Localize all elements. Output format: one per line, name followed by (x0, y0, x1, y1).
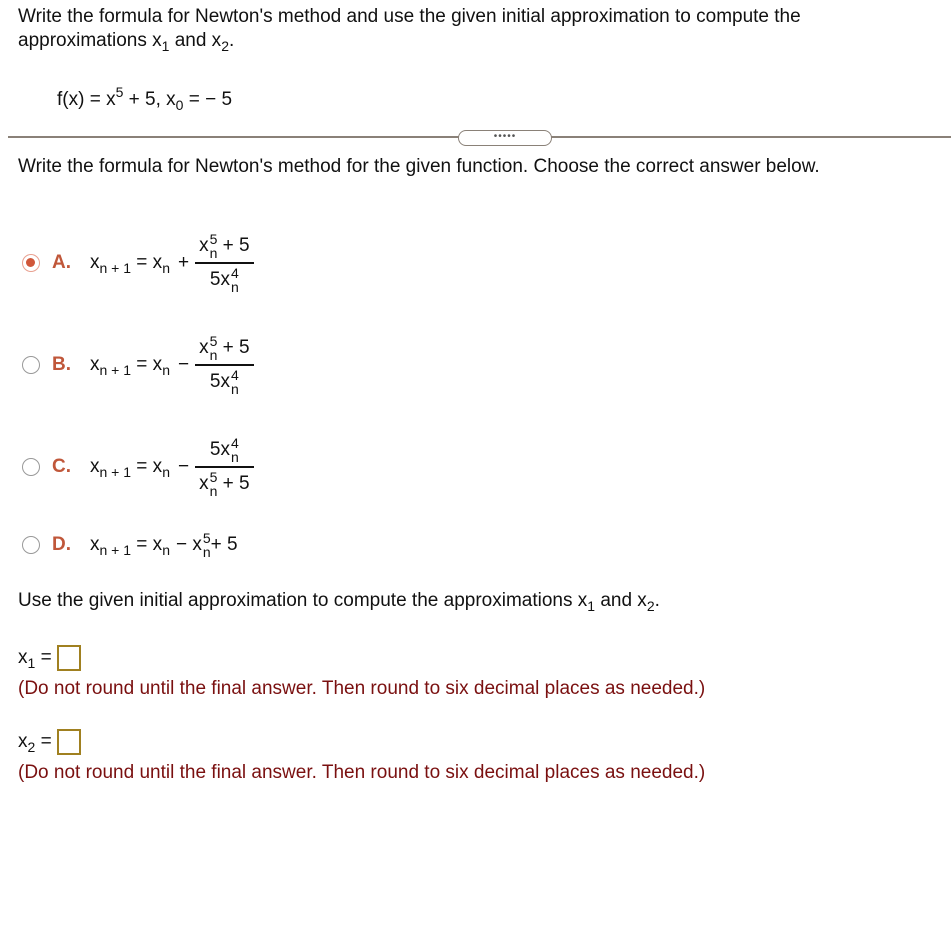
fraction: x 5 n + 5 5x 4 n (195, 230, 254, 296)
x2-row: $x_2$ = (18, 729, 81, 755)
radio-option-b[interactable] (22, 356, 40, 374)
x1-row: $x_1$ = (18, 645, 81, 671)
fraction: 5x 4 n x 5 n + 5 (195, 434, 254, 500)
option-label: C. (52, 456, 71, 477)
option-a[interactable] (22, 213, 254, 313)
x2-answer-input[interactable] (57, 729, 81, 755)
function-definition: $f(x) = x^5 + 5$, $x_0$ = − 5 (57, 84, 233, 113)
operator: + (177, 252, 190, 273)
operator: − x (175, 534, 202, 555)
rounding-note: (Do not round until the final answer. Then round to six decimal places as needed.) (18, 762, 706, 783)
question-text-line1: Write the formula for Newton's method and use the given initial approximation to compute the (18, 6, 801, 27)
part2-prompt: Use the given initial approximation to compute the approximations $x_1$ and $x_2$. (18, 590, 660, 614)
more-button[interactable]: ••••• (458, 130, 552, 146)
formula-tail: + 5 (210, 534, 238, 555)
operator: − (177, 456, 190, 477)
formula-lhs: $x_{n + 1} = x_n$ (90, 252, 170, 276)
formula-lhs: $x_{n + 1} = x_n$ (90, 354, 170, 378)
option-b[interactable] (22, 315, 254, 415)
radio-option-a[interactable] (22, 254, 40, 272)
option-label: B. (52, 354, 71, 375)
formula-lhs: $x_{n + 1} = x_n$ (90, 456, 170, 480)
part1-prompt: Write the formula for Newton's method for the given function. Choose the correct answer below. (18, 156, 820, 177)
radio-option-c[interactable] (22, 458, 40, 476)
formula-lhs: $x_{n + 1} = x_n$ (90, 534, 170, 558)
operator: − (177, 354, 190, 375)
rounding-note: (Do not round until the final answer. Then round to six decimal places as needed.) (18, 678, 706, 699)
option-label: D. (52, 534, 71, 555)
question-text-line2: approximations $x_1$ and $x_2$. (18, 30, 235, 54)
option-label: A. (52, 252, 71, 273)
option-d[interactable]: D. $x_{n + 1} = x_n$ − x 5 n + 5 (22, 495, 238, 595)
radio-option-d[interactable] (22, 536, 40, 554)
x1-answer-input[interactable] (57, 645, 81, 671)
fraction: x 5 n + 5 5x 4 n (195, 332, 254, 398)
